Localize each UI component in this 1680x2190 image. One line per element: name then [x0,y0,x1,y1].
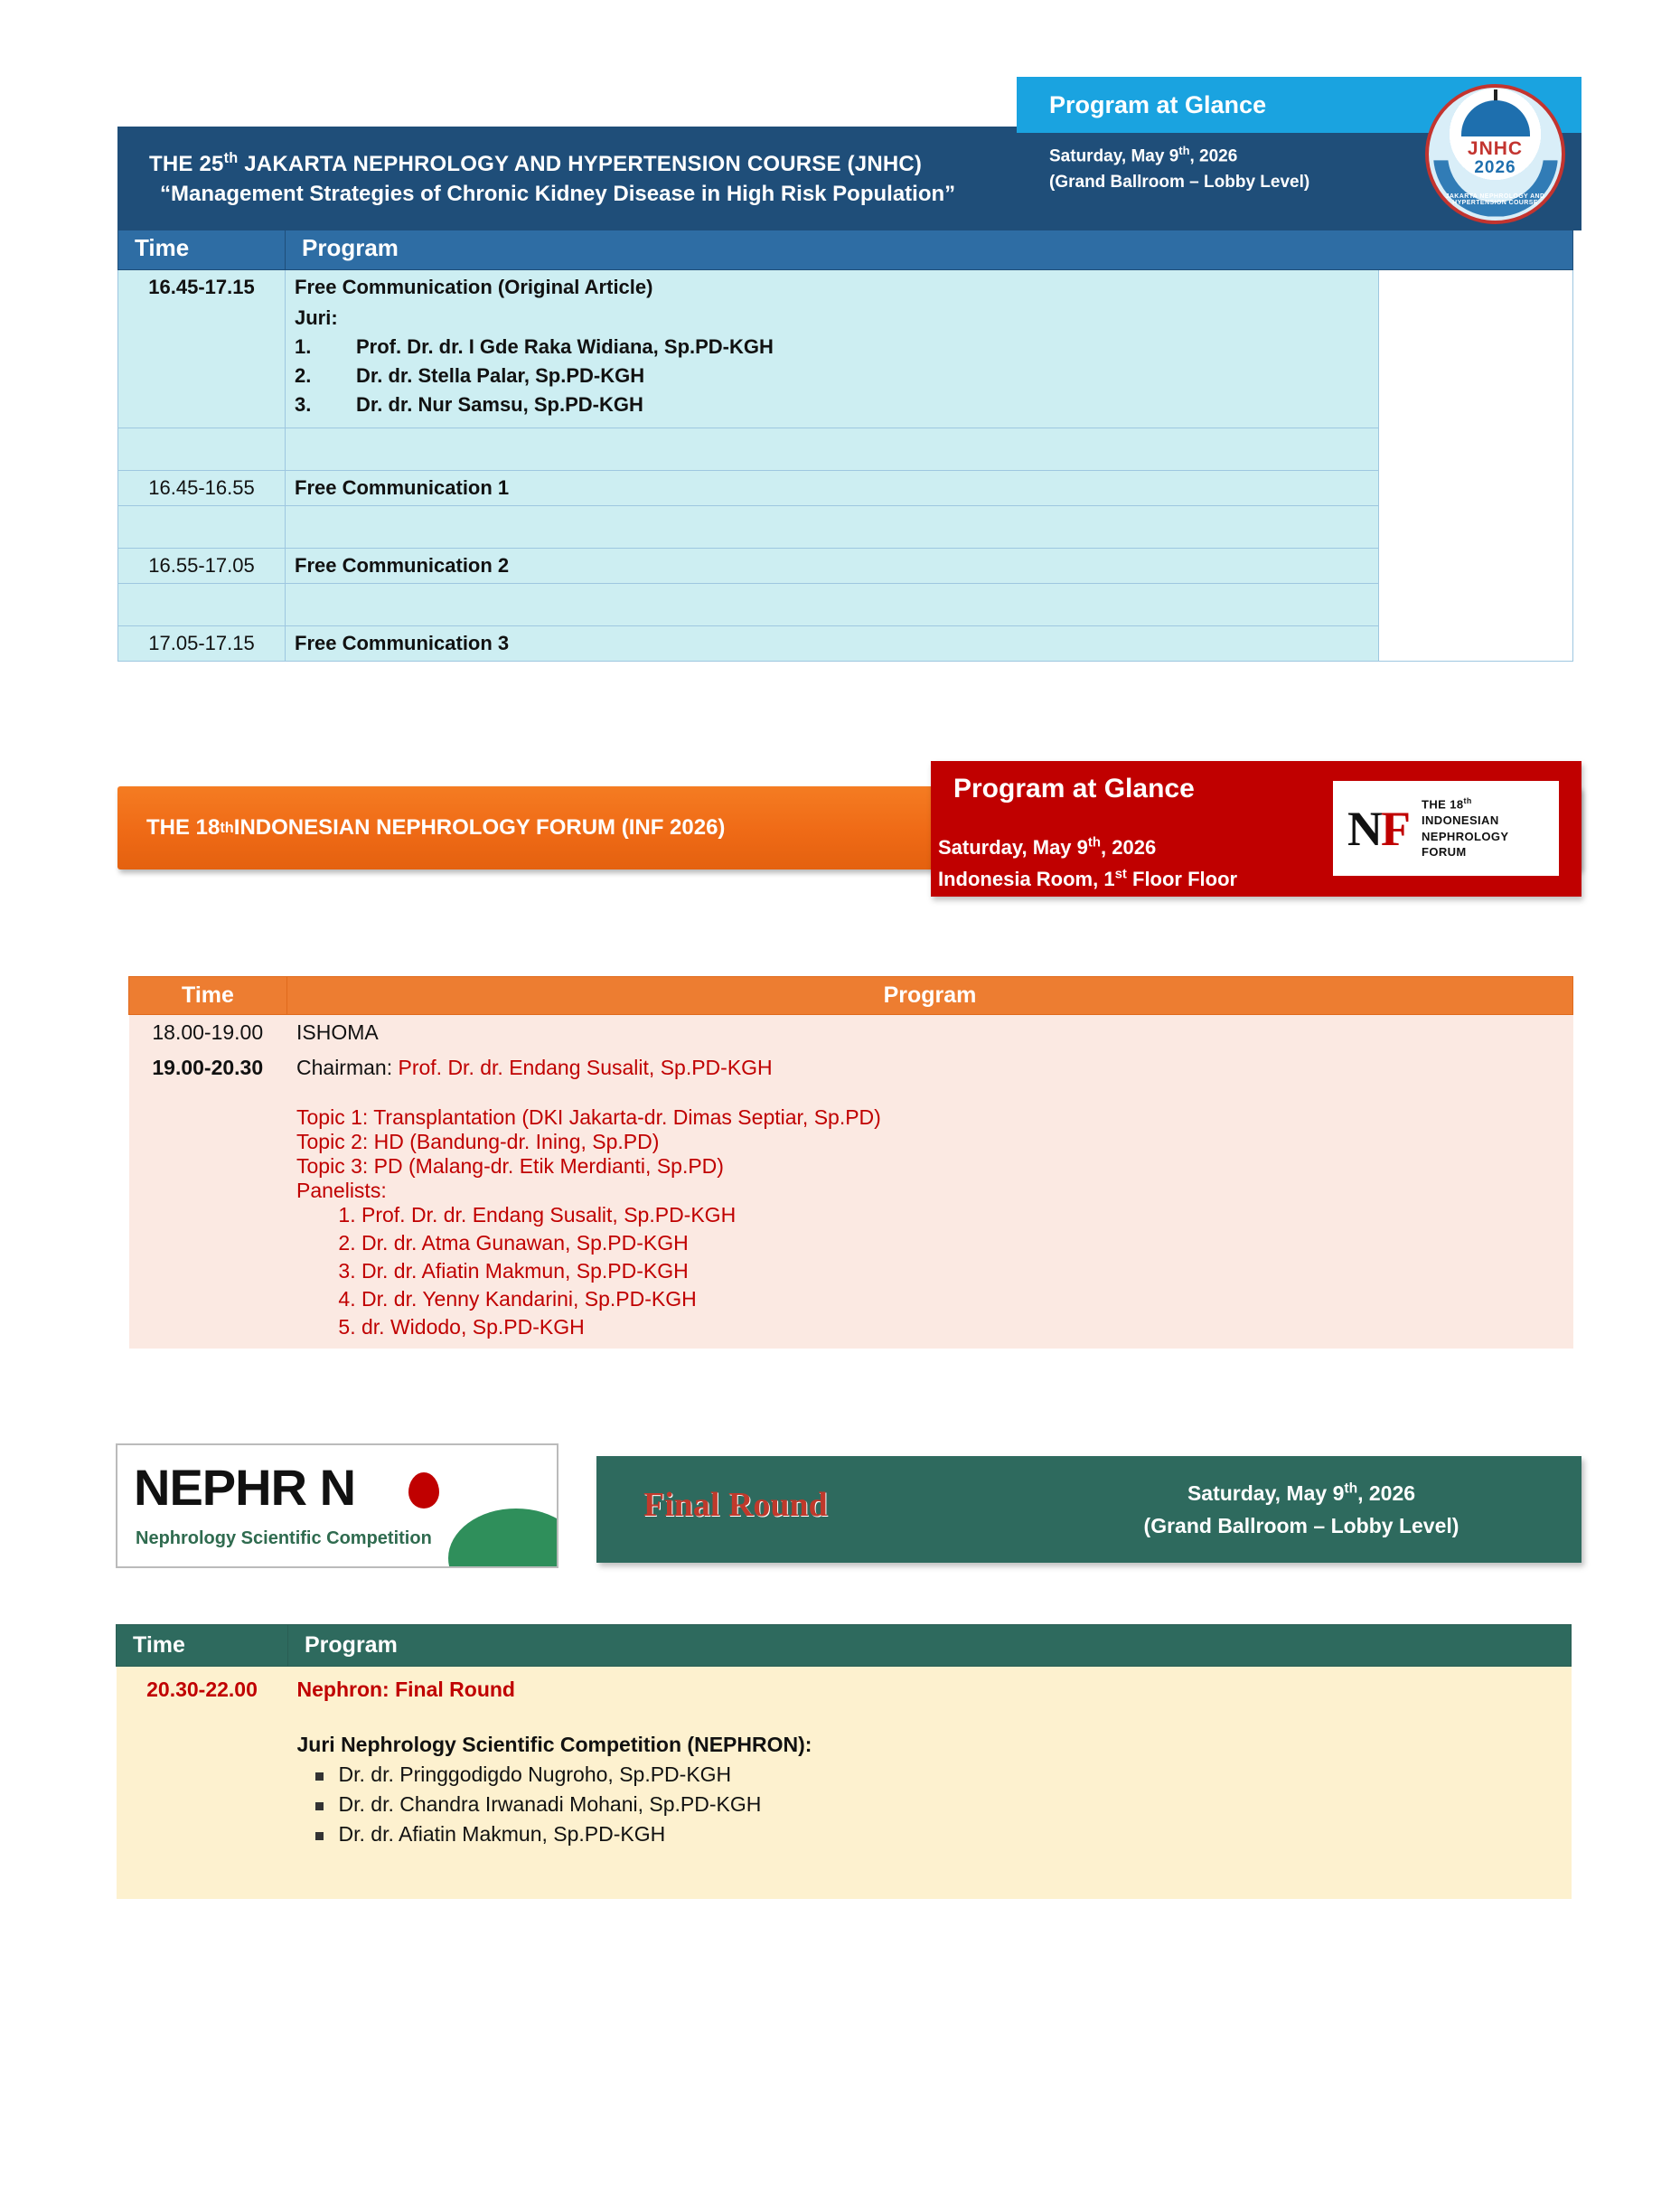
inf-logo-monogram: NF [1347,801,1409,856]
inf-logo-line2: INDONESIAN [1422,813,1499,828]
jnhc-row3-program [286,549,1379,584]
jnhc-row1-time: 16.45-17.15 [118,270,286,428]
inf-chairman-line [296,1056,1564,1080]
table-row [118,549,1573,584]
nephron-date: Saturday, May 9th, 2026 [1187,1480,1416,1505]
nephron-schedule-table [116,1624,1572,1899]
table-row [118,626,1573,662]
spacer-cell-program [286,428,1379,471]
table-header-row [118,227,1573,270]
inf-logo-lines [1422,796,1508,860]
inf-chairman-label: Chairman: [296,1056,399,1079]
jnhc-empty-column [1379,270,1573,662]
spacer-row [118,506,1573,549]
inf-logo-line4: FORUM [1422,845,1467,860]
jnhc-logo-dome [1461,100,1530,136]
list-item [295,364,1369,388]
table-row [117,1667,1572,1900]
jnhc-schedule-table [117,226,1573,662]
list-item: Dr. dr. Pringgodigdo Nugroho, Sp.PD-KGH [339,1762,1563,1787]
nephron-final-round-label: Final Round [643,1486,828,1524]
nephron-logo-word: NEPHR N [134,1459,356,1516]
nephron-logo-swoosh [448,1509,558,1568]
inf-panelists-label: Panelists: [296,1179,387,1202]
jnhc-course-title-text: THE 25 [149,152,224,177]
inf-logo-line1: THE 18th [1422,796,1472,812]
inf-col-time: Time [129,977,287,1015]
jnhc-logo-ring-text: JAKARTA NEPHROLOGY AND HYPERTENSION COURSE [1445,193,1545,206]
jnhc-row2-time: 16.45-16.55 [118,471,286,506]
inf-venue: Indonesia Room, 1st Floor Floor [938,866,1238,891]
table-header-row [129,977,1573,1015]
inf-schedule-table [128,976,1573,1349]
inf-date: Saturday, May 9th, 2026 [938,834,1157,859]
jnhc-col-time: Time [118,227,286,270]
inf-col-program: Program [287,977,1573,1015]
list-item: 5. dr. Widodo, Sp.PD-KGH [361,1315,1564,1339]
inf-logo-line3: NEPHROLOGY [1422,829,1509,843]
nephron-row1-time: 20.30-22.00 [117,1667,288,1900]
jnhc-course-title-rest: JAKARTA NEPHROLOGY AND HYPERTENSION COURSE (JNHC) [238,152,923,177]
spacer-row [118,584,1573,626]
jnhc-section [0,0,1680,662]
jnhc-title-superscript: th [223,150,239,167]
inf-panelists-list [331,1203,1564,1339]
jnhc-jury-list [295,335,1369,417]
nephron-section-banner [0,1443,1680,1588]
list-item [295,335,1369,359]
jnhc-course-subtitle: “Management Strategies of Chronic Kidney Disease in High Risk Population” [160,181,956,206]
inf-row1-time: 18.00-19.00 [129,1015,287,1051]
jnhc-jury-3-name: Dr. dr. Nur Samsu, Sp.PD-KGH [356,393,643,416]
inf-program-at-glance-label: Program at Glance [953,774,1195,804]
spacer-row [118,428,1573,471]
jnhc-logo-text: JNHC [1467,138,1524,159]
jnhc-banner-right [1017,77,1581,230]
jnhc-jury-2-name: Dr. dr. Stella Palar, Sp.PD-KGH [356,364,645,387]
nephron-logo-icon [116,1443,558,1568]
inf-chairman-name: Prof. Dr. dr. Endang Susalit, Sp.PD-KGH [398,1056,773,1079]
jnhc-title-block [117,127,1021,230]
table-row [118,270,1573,428]
jnhc-row1-title: Free Communication (Original Article) [295,276,653,298]
jnhc-date: Saturday, May 9th, 2026 [1049,144,1238,166]
jnhc-row4-program [286,626,1379,662]
nephron-col-program: Program [288,1625,1572,1667]
list-item: 1. Prof. Dr. dr. Endang Susalit, Sp.PD-KGH [361,1203,1564,1227]
jnhc-jury-1-num: 1. [295,335,312,358]
inf-row1-program: ISHOMA [287,1015,1573,1051]
jnhc-program-at-glance-label: Program at Glance [1049,90,1267,118]
spacer [296,1080,1564,1105]
list-item: Dr. dr. Afiatin Makmun, Sp.PD-KGH [339,1822,1563,1847]
nephron-date-venue [1066,1478,1536,1542]
jnhc-col-program: Program [286,227,1573,270]
nephron-row1-heading: Nephron: Final Round [296,1678,515,1701]
jnhc-row2-title: Free Communication 1 [295,476,510,499]
nephron-jury-list [297,1762,1563,1847]
spacer-cell-program [286,506,1379,549]
inf-row2-time: 19.00-20.30 [129,1050,287,1349]
jnhc-venue: (Grand Ballroom – Lobby Level) [1049,172,1310,192]
nephron-row1-program [288,1667,1572,1900]
inf-topic-1: Topic 1: Transplantation (DKI Jakarta-dr. Dimas Septiar, Sp.PD) [296,1105,881,1129]
jnhc-row4-time: 17.05-17.15 [118,626,286,662]
jnhc-row2-program [286,471,1379,506]
table-row [129,1050,1573,1349]
spacer-cell-time [118,506,286,549]
inf-logo-icon [1333,781,1559,876]
nephron-col-time: Time [117,1625,288,1667]
inf-topic-3: Topic 3: PD (Malang-dr. Etik Merdianti, Sp.PD) [296,1154,724,1178]
jnhc-jury-2-num: 2. [295,364,312,387]
list-item: 4. Dr. dr. Yenny Kandarini, Sp.PD-KGH [361,1287,1564,1311]
inf-forum-title: THE 18 th INDONESIAN NEPHROLOGY FORUM (INF 2026) [146,815,726,840]
nephron-logo-subtitle: Nephrology Scientific Competition [136,1528,432,1548]
list-item: 3. Dr. dr. Afiatin Makmun, Sp.PD-KGH [361,1259,1564,1283]
jnhc-banner [0,0,1680,206]
inf-topic-2: Topic 2: HD (Bandung-dr. Ining, Sp.PD) [296,1130,660,1153]
jnhc-row4-title: Free Communication 3 [295,632,510,654]
list-item [295,393,1369,417]
inf-section-banner [0,761,1680,924]
list-item: Dr. dr. Chandra Irwanadi Mohani, Sp.PD-KGH [339,1792,1563,1817]
spacer-cell-time [118,428,286,471]
table-row [118,471,1573,506]
jnhc-jury-1-name: Prof. Dr. dr. I Gde Raka Widiana, Sp.PD-KGH [356,335,774,358]
jnhc-jury-label: Juri: [295,306,338,329]
inf-date-venue [938,832,1237,895]
nephron-jury-label: Juri Nephrology Scientific Competition (NEPHRON): [296,1733,812,1756]
table-row [129,1015,1573,1051]
spacer-cell-program [286,584,1379,626]
kidney-icon [408,1472,439,1509]
inf-row2-program [287,1050,1573,1349]
jnhc-logo-icon [1425,84,1565,224]
list-item: 2. Dr. dr. Atma Gunawan, Sp.PD-KGH [361,1231,1564,1255]
spacer-cell-time [118,584,286,626]
table-header-row [117,1625,1572,1667]
nephron-venue: (Grand Ballroom – Lobby Level) [1143,1513,1459,1537]
jnhc-logo-year: 2026 [1474,158,1516,177]
inf-logo-f: F [1381,801,1409,856]
spacer [297,1852,1563,1888]
jnhc-jury-3-num: 3. [295,393,312,416]
jnhc-row1-program [286,270,1379,428]
jnhc-date-venue [1049,142,1309,195]
jnhc-course-title [149,148,1021,179]
jnhc-row3-title: Free Communication 2 [295,554,510,577]
jnhc-row3-time: 16.55-17.05 [118,549,286,584]
